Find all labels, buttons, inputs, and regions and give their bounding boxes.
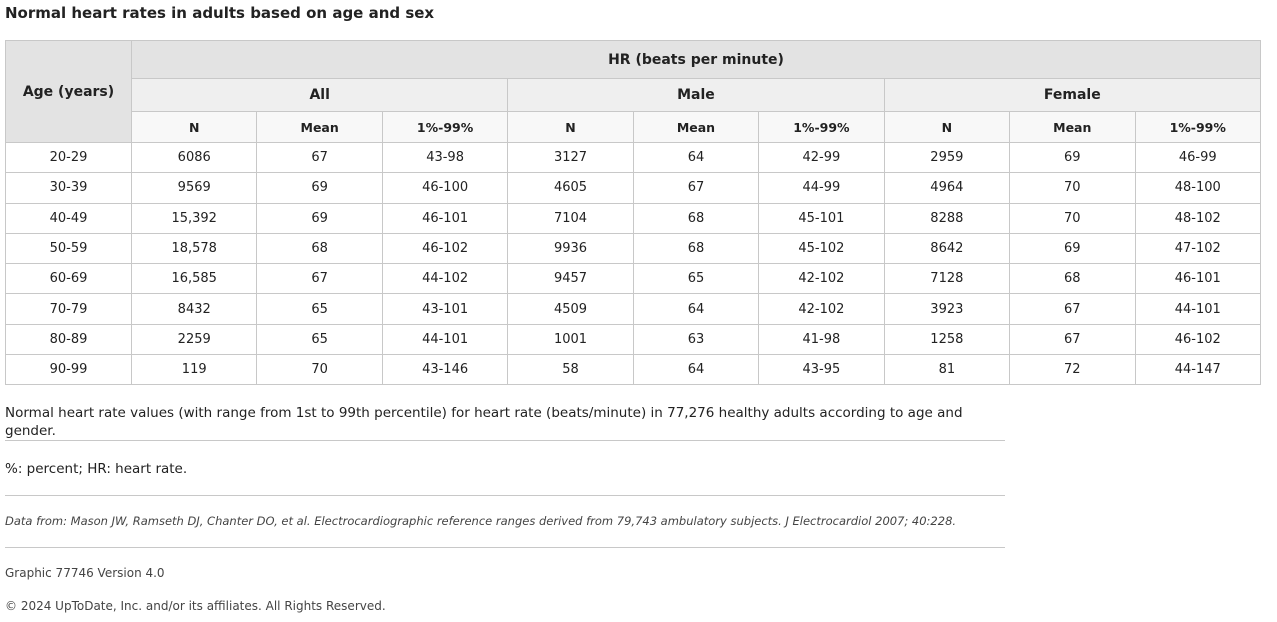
table-cell: 46-102 [382,233,507,263]
table-cell: 43-146 [382,355,507,385]
column-header: 1%-99% [1135,112,1261,143]
table-cell: 9936 [508,233,633,263]
table-row [6,294,1261,324]
table-cell: 15,392 [132,203,257,233]
table-row [6,203,1261,233]
divider [5,440,1005,441]
abbreviations-note: %: percent; HR: heart rate. [5,461,188,478]
table-cell: 65 [633,264,758,294]
group-header-all: All [132,79,508,112]
table-cell: 42-102 [759,294,884,324]
table-cell: 68 [257,233,382,263]
group-header-male: Male [508,79,884,112]
table-cell: 70 [1010,203,1135,233]
table-cell: 70-79 [6,294,132,324]
table-cell: 8432 [132,294,257,324]
table-cell: 119 [132,355,257,385]
table-cell: 8288 [884,203,1009,233]
table-cell: 1258 [884,324,1009,354]
table-cell: 69 [257,173,382,203]
column-header: N [508,112,633,143]
column-header: Mean [1010,112,1135,143]
table-cell: 46-102 [1135,324,1261,354]
column-header: Mean [257,112,382,143]
table-cell: 18,578 [132,233,257,263]
table-cell: 72 [1010,355,1135,385]
table-cell: 67 [633,173,758,203]
table-cell: 65 [257,294,382,324]
table-cell: 50-59 [6,233,132,263]
table-cell: 68 [1010,264,1135,294]
table-cell: 16,585 [132,264,257,294]
copyright-notice: © 2024 UpToDate, Inc. and/or its affiliates. All Rights Reserved. [5,599,386,614]
footnotes [5,404,1005,614]
table-row [6,264,1261,294]
table-row [6,233,1261,263]
table-cell: 69 [1010,233,1135,263]
table-row [6,173,1261,203]
table-cell: 68 [633,233,758,263]
column-header: N [132,112,257,143]
table-cell: 48-100 [1135,173,1261,203]
hr-header: HR (beats per minute) [132,41,1261,79]
table-cell: 68 [633,203,758,233]
table-cell: 90-99 [6,355,132,385]
table-cell: 44-102 [382,264,507,294]
table-cell: 58 [508,355,633,385]
table-cell: 70 [1010,173,1135,203]
column-header: Mean [633,112,758,143]
age-header: Age (years) [6,41,132,143]
table-cell: 40-49 [6,203,132,233]
table-cell: 48-102 [1135,203,1261,233]
table-row [6,324,1261,354]
table-cell: 2959 [884,143,1009,173]
table-cell: 65 [257,324,382,354]
table-cell: 46-99 [1135,143,1261,173]
table-cell: 44-101 [382,324,507,354]
table-cell: 46-100 [382,173,507,203]
table-cell: 46-101 [1135,264,1261,294]
divider [5,495,1005,496]
table-cell: 46-101 [382,203,507,233]
page-title: Normal heart rates in adults based on age and sex [5,4,435,22]
table-row [6,355,1261,385]
column-header: 1%-99% [759,112,884,143]
divider [5,547,1005,548]
table-cell: 80-89 [6,324,132,354]
column-header: N [884,112,1009,143]
table-cell: 43-101 [382,294,507,324]
table-cell: 1001 [508,324,633,354]
table-cell: 44-99 [759,173,884,203]
group-header-female: Female [884,79,1260,112]
table-cell: 30-39 [6,173,132,203]
table-cell: 4964 [884,173,1009,203]
table-cell: 67 [257,143,382,173]
table-cell: 45-102 [759,233,884,263]
table-cell: 69 [1010,143,1135,173]
table-cell: 9569 [132,173,257,203]
column-header: 1%-99% [382,112,507,143]
table-cell: 44-147 [1135,355,1261,385]
table-cell: 7104 [508,203,633,233]
table-cell: 64 [633,294,758,324]
table-cell: 2259 [132,324,257,354]
table-cell: 41-98 [759,324,884,354]
table-row [6,143,1261,173]
table-cell: 8642 [884,233,1009,263]
table-cell: 4605 [508,173,633,203]
table-cell: 63 [633,324,758,354]
table-cell: 64 [633,355,758,385]
table-cell: 81 [884,355,1009,385]
table-cell: 6086 [132,143,257,173]
table-cell: 70 [257,355,382,385]
source-citation: Data from: Mason JW, Ramseth DJ, Chanter DO, et al. Electrocardiographic reference ranges derived from 79,743 ambulatory subjects. J Electrocardiol 2007; 40:228. [5,514,957,529]
table-cell: 43-95 [759,355,884,385]
heart-rate-table [5,40,1261,385]
table-description: Normal heart rate values (with range from 1st to 99th percentile) for heart rate (beats/minute) in 77,276 healthy adults according to age and gender. [5,405,963,440]
header-row-columns [6,112,1261,143]
table-cell: 67 [257,264,382,294]
table-cell: 20-29 [6,143,132,173]
table-cell: 47-102 [1135,233,1261,263]
graphic-version: Graphic 77746 Version 4.0 [5,566,165,581]
table-cell: 3127 [508,143,633,173]
table-cell: 64 [633,143,758,173]
table-cell: 67 [1010,324,1135,354]
table-cell: 9457 [508,264,633,294]
header-row-top [6,41,1261,79]
table-cell: 69 [257,203,382,233]
table-cell: 60-69 [6,264,132,294]
table-cell: 42-99 [759,143,884,173]
table-cell: 45-101 [759,203,884,233]
table-cell: 4509 [508,294,633,324]
table-cell: 3923 [884,294,1009,324]
table-cell: 42-102 [759,264,884,294]
header-row-groups [6,79,1261,112]
table-cell: 43-98 [382,143,507,173]
table-cell: 7128 [884,264,1009,294]
table-cell: 67 [1010,294,1135,324]
table-cell: 44-101 [1135,294,1261,324]
